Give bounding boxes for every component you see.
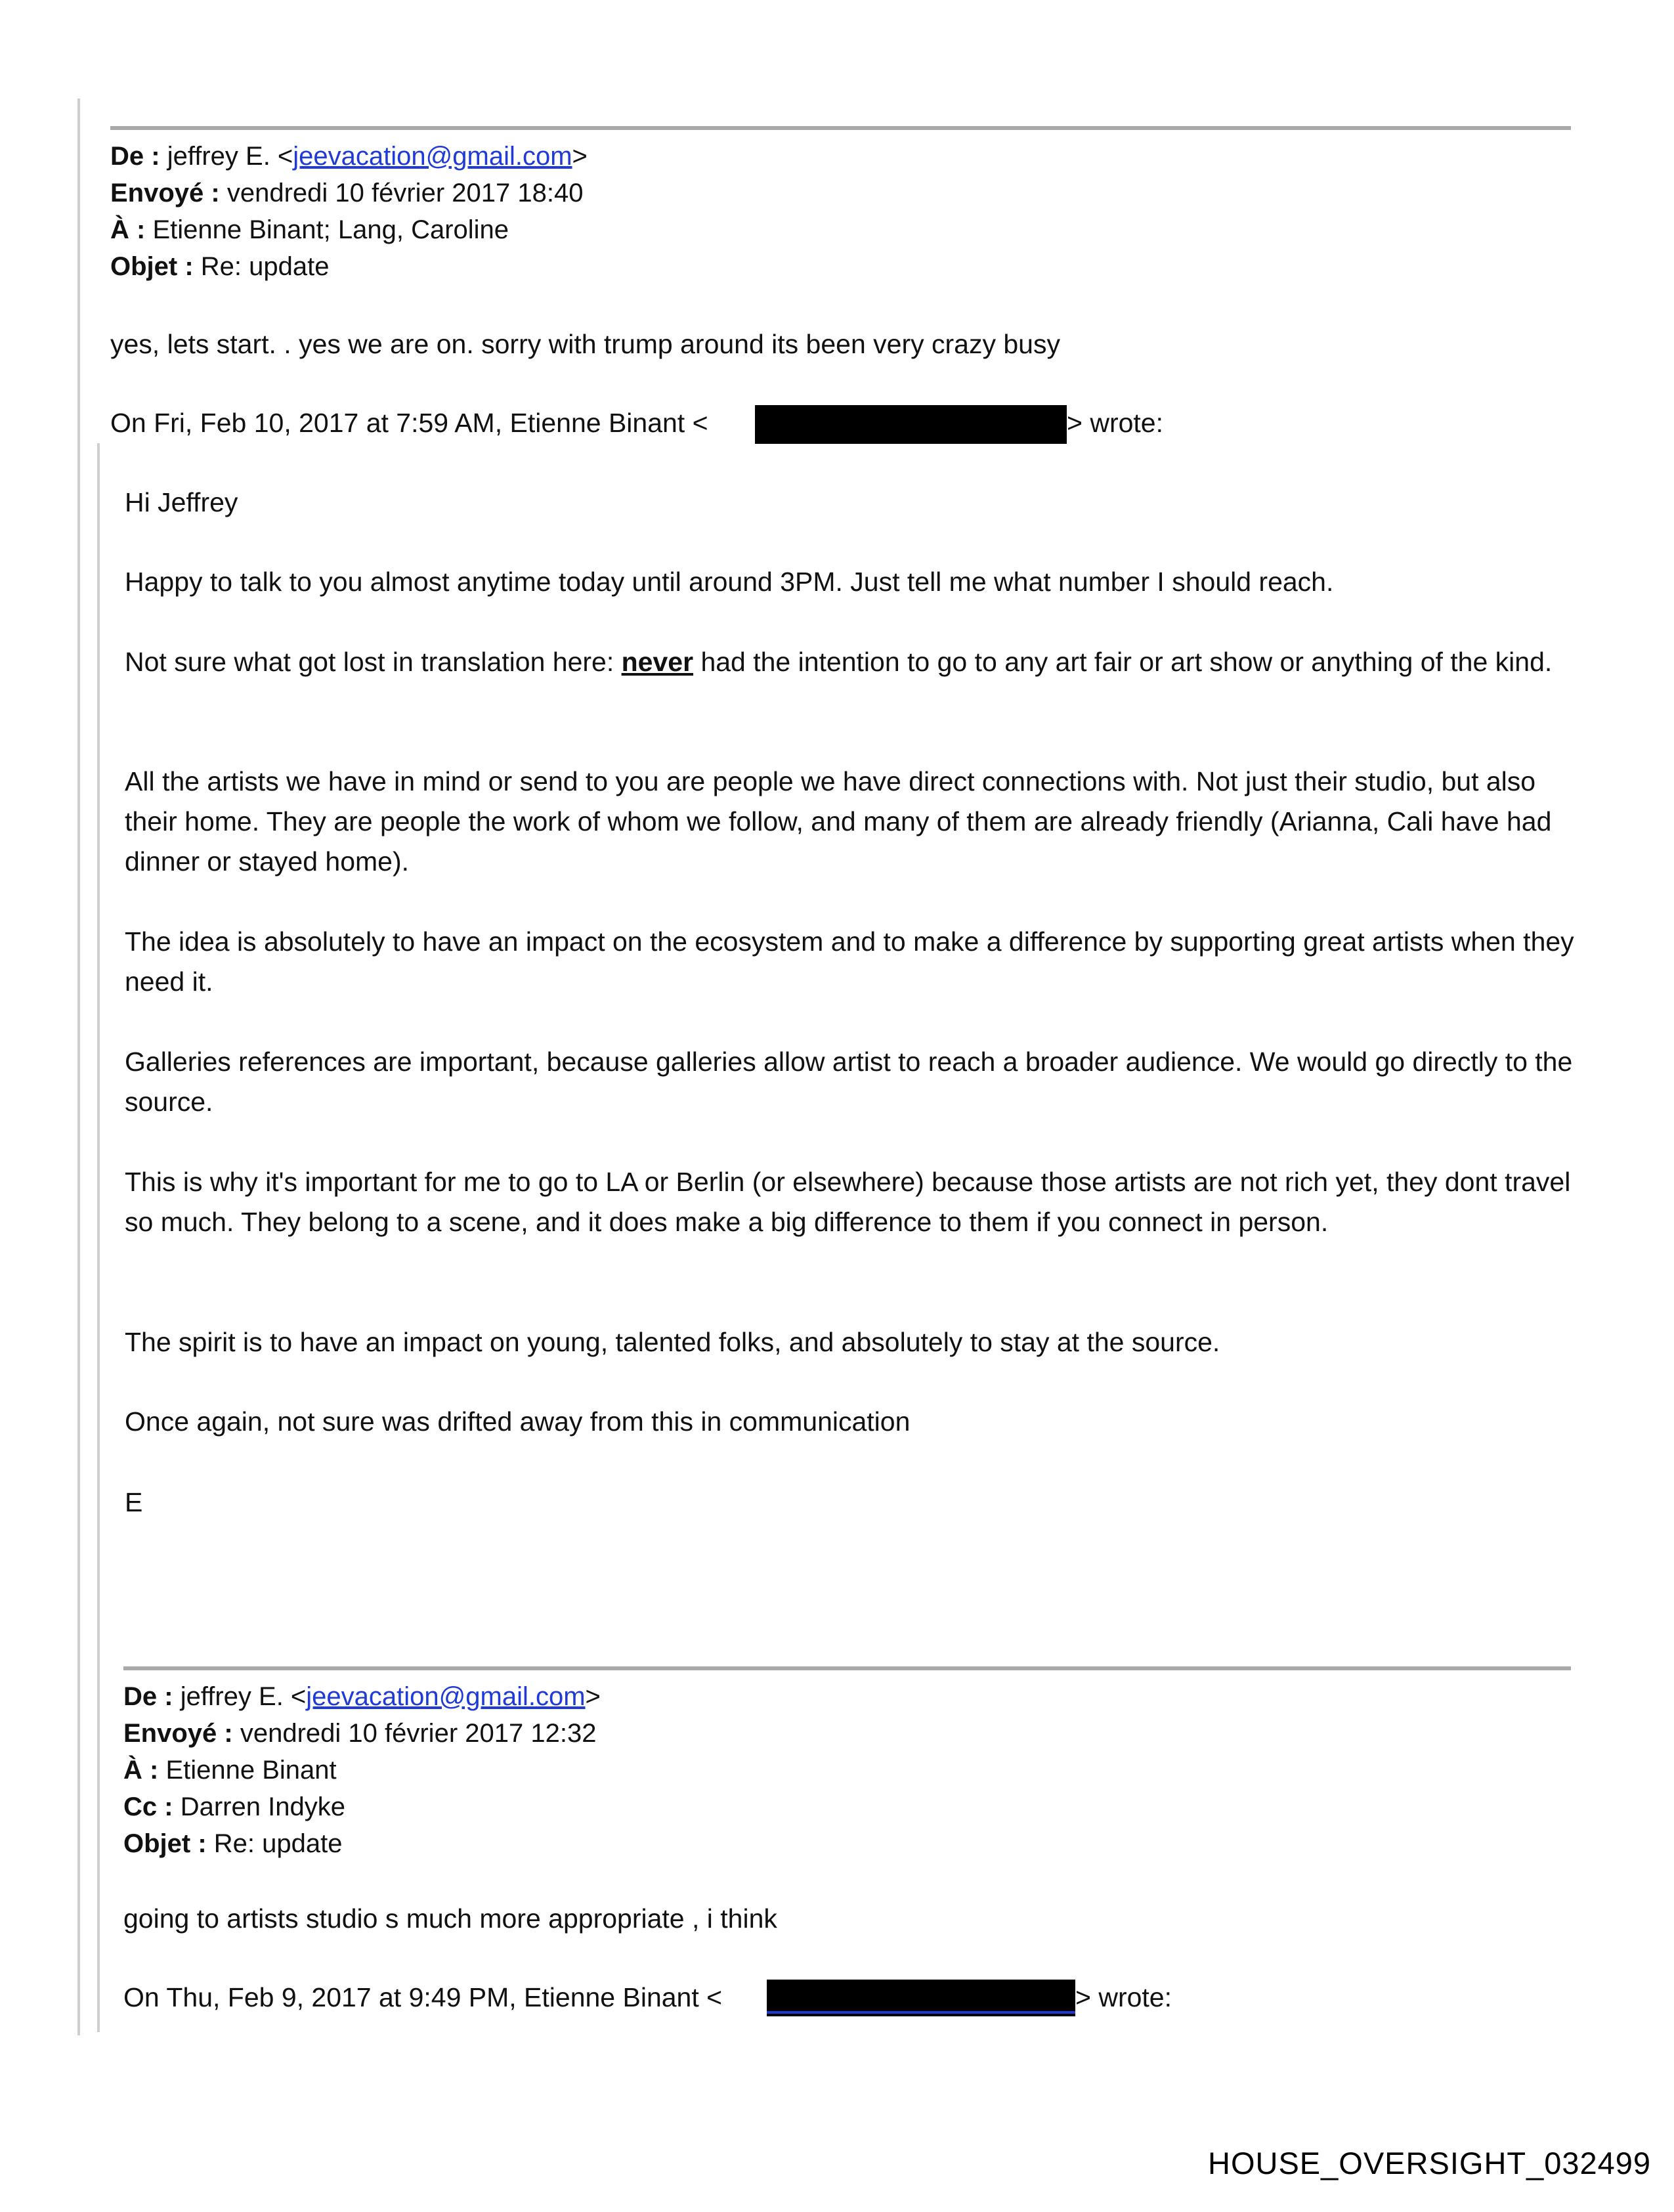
signoff: E (125, 1487, 143, 1517)
paragraph-2-end: had the intention to go to any art fair or art show or anything of the kind. (693, 647, 1553, 677)
quote-intro-after: > wrote: (1075, 1982, 1172, 2012)
to-value: Etienne Binant; Lang, Caroline (152, 215, 509, 244)
subject-label: Objet : (123, 1829, 207, 1858)
to-value: Etienne Binant (165, 1756, 337, 1785)
header-separator (110, 126, 1571, 130)
cc-label: Cc : (123, 1792, 173, 1821)
from-close: > (585, 1682, 601, 1711)
subject-value: Re: update (213, 1829, 343, 1858)
email-body: going to artists studio s much more appropriate , i think (123, 1903, 777, 1934)
to-line (110, 211, 588, 248)
from-label: De : (123, 1682, 173, 1711)
paragraph-7: The spirit is to have an impact on young, talented folks, and absolutely to stay at the source. (125, 1327, 1220, 1357)
sent-label: Envoyé : (110, 179, 220, 207)
paragraph-3: All the artists we have in mind or send to you are people we have direct connections with. Not just their studio, but also their home. They are people the work of whom we follow, and many of them are already friendly (Arianna, Cali have had dinner or stayed home). (125, 766, 1552, 877)
paragraph-1: Happy to talk to you almost anytime today until around 3PM. Just tell me what number I should reach. (125, 567, 1334, 597)
header-separator (123, 1666, 1571, 1670)
paragraph-6: This is why it's important for me to go to LA or Berlin (or elsewhere) because those artists are not rich yet, they dont travel so much. They belong to a scene, and it does make a big difference to them if you connect in person. (125, 1167, 1571, 1237)
subject-value: Re: update (200, 252, 330, 281)
email-header (123, 1678, 601, 1862)
quote-intro-before: On Fri, Feb 10, 2017 at 7:59 AM, Etienne Binant < (110, 408, 708, 438)
from-email-link[interactable]: jeevacation@gmail.com (306, 1682, 586, 1711)
to-label: À : (123, 1756, 159, 1785)
from-email-link[interactable]: jeevacation@gmail.com (293, 142, 572, 171)
sent-line (110, 175, 588, 211)
quote-bar-inner (97, 443, 100, 2032)
to-line (123, 1752, 601, 1789)
emphasis-never: never (621, 647, 694, 677)
from-name: jeffrey E. < (167, 142, 293, 171)
from-label: De : (110, 142, 160, 171)
subject-line (123, 1825, 601, 1862)
sent-label: Envoyé : (123, 1719, 233, 1748)
email-body: yes, lets start. . yes we are on. sorry with trump around its been very crazy busy (110, 329, 1060, 359)
redaction-box (755, 405, 1067, 444)
sent-value: vendredi 10 février 2017 12:32 (240, 1719, 597, 1748)
subject-line (110, 248, 588, 285)
email-header (110, 138, 588, 285)
paragraph-4: The idea is absolutely to have an impact on the ecosystem and to make a difference by supporting great artists when they need it. (125, 926, 1574, 997)
bates-number: HOUSE_OVERSIGHT_032499 (1208, 2146, 1652, 2180)
to-label: À : (110, 215, 146, 244)
paragraph-2 (125, 642, 1579, 682)
from-name: jeffrey E. < (180, 1682, 307, 1711)
redacted-link-underline (767, 2011, 1075, 2014)
quote-intro-after: > wrote: (1067, 408, 1163, 438)
quote-intro-before: On Thu, Feb 9, 2017 at 9:49 PM, Etienne Binant < (123, 1982, 723, 2012)
from-line (110, 138, 588, 175)
subject-label: Objet : (110, 252, 194, 281)
paragraph-5: Galleries references are important, because galleries allow artist to reach a broader audience. We would go directly to the source. (125, 1047, 1573, 1117)
sent-value: vendredi 10 février 2017 18:40 (226, 179, 584, 207)
from-close: > (572, 142, 588, 171)
greeting: Hi Jeffrey (125, 487, 238, 517)
from-line (123, 1678, 601, 1715)
paragraph-2-start: Not sure what got lost in translation here: (125, 647, 622, 677)
paragraph-8: Once again, not sure was drifted away from this in communication (125, 1406, 911, 1437)
cc-line (123, 1789, 601, 1825)
cc-value: Darren Indyke (180, 1792, 345, 1821)
sent-line (123, 1715, 601, 1752)
quote-bar-outer (77, 98, 80, 2035)
